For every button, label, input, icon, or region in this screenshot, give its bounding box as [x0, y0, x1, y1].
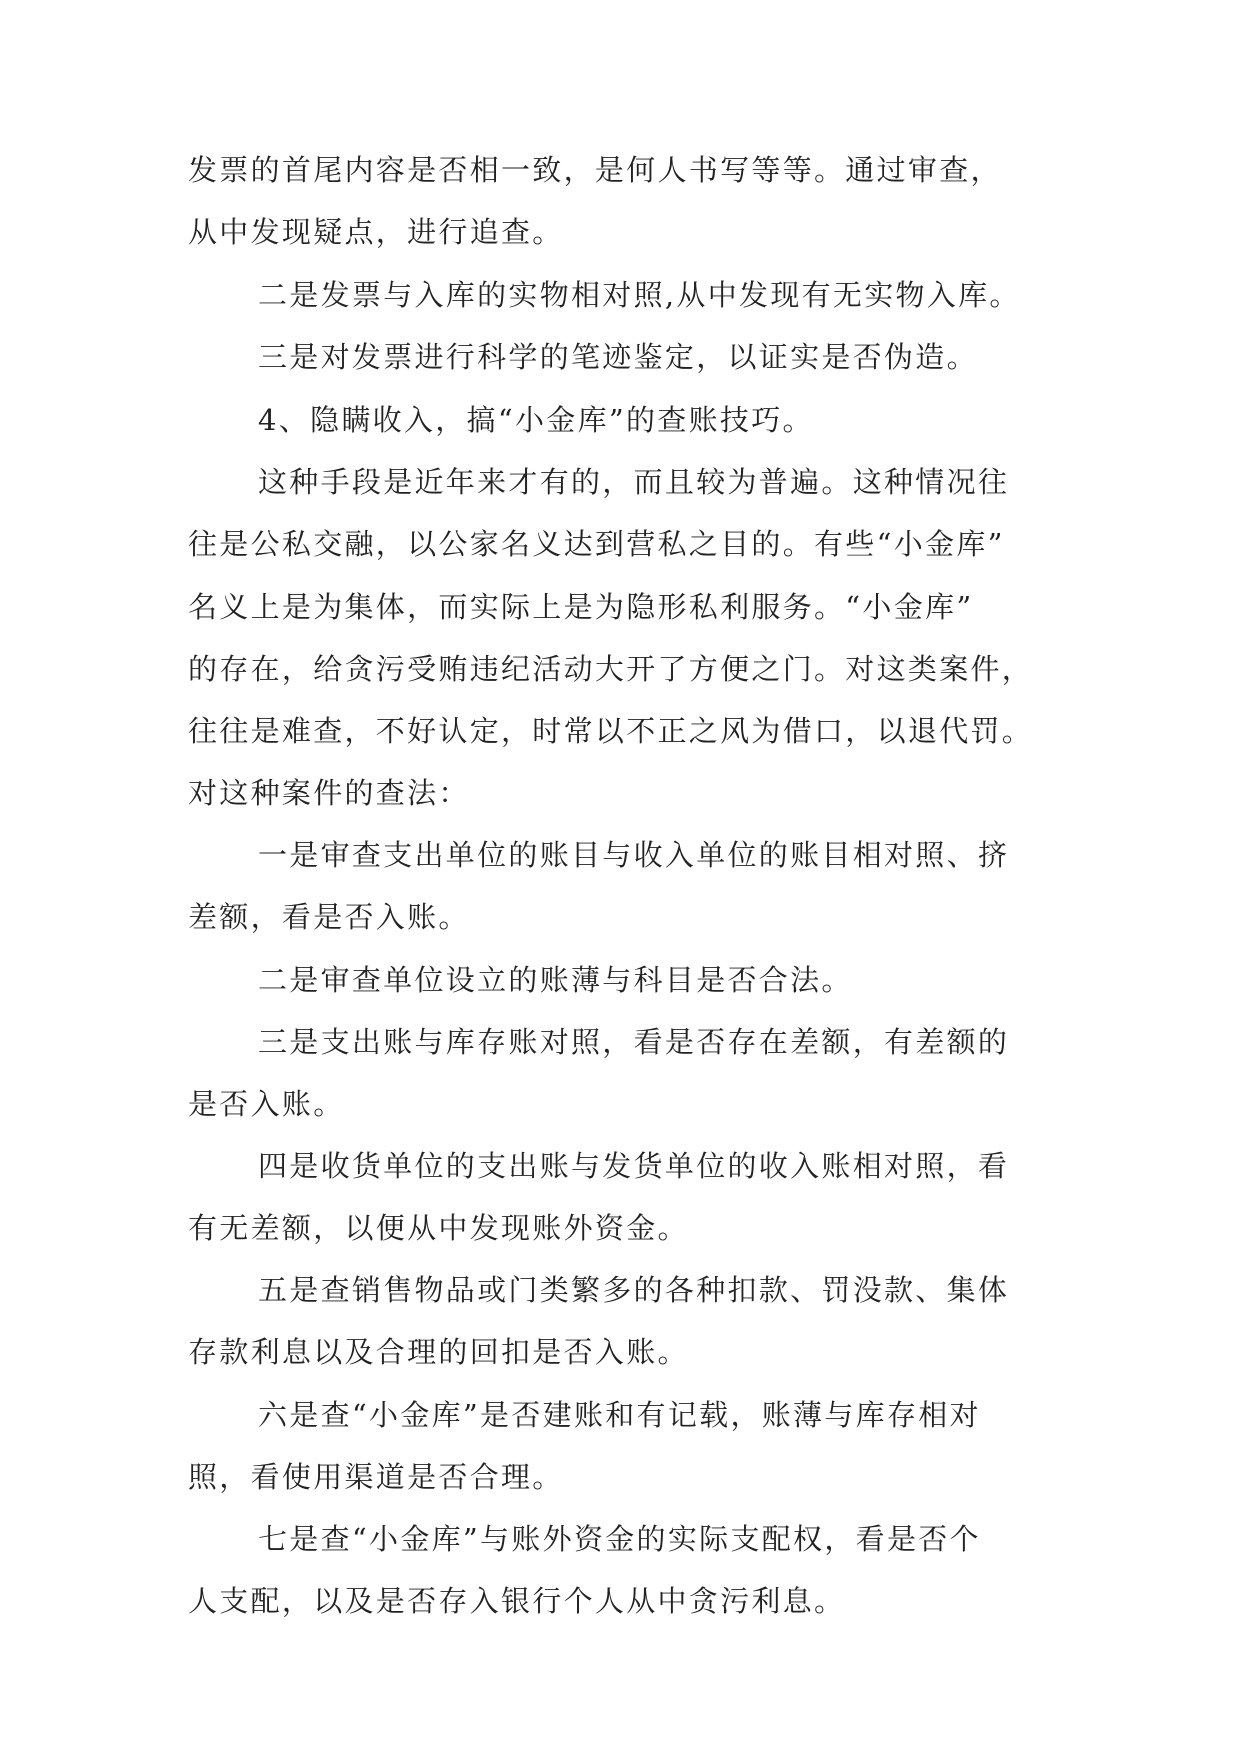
text-line: 一是审查支出单位的账目与收入单位的账目相对照、挤	[258, 838, 1010, 872]
text-line: 的存在，给贪污受贿违纪活动大开了方便之门。对这类案件，	[188, 652, 1034, 686]
text-line: 往是公私交融，以公家名义达到营私之目的。有些“小金库”	[188, 527, 1005, 561]
text-line: 对这种案件的查法：	[188, 776, 470, 810]
text-line: 有无差额，以便从中发现账外资金。	[188, 1211, 689, 1245]
text-line: 七是查“小金库”与账外资金的实际支配权，看是否个	[258, 1522, 981, 1556]
text-line: 五是查销售物品或门类繁多的各种扣款、罚没款、集体	[258, 1273, 1010, 1307]
text-line: 二是发票与入库的实物相对照,从中发现有无实物入库。	[258, 278, 1021, 312]
text-line: 人支配，以及是否存入银行个人从中贪污利息。	[188, 1584, 846, 1618]
text-line: 从中发现疑点，进行追查。	[188, 215, 564, 249]
text-line: 是否入账。	[188, 1087, 345, 1121]
text-line: 二是审查单位设立的账薄与科目是否合法。	[258, 963, 853, 997]
text-line: 发票的首尾内容是否相一致，是何人书写等等。通过审查，	[188, 153, 1002, 187]
text-line: 差额，看是否入账。	[188, 900, 470, 934]
text-line: 名义上是为集体，而实际上是为隐形私利服务。“小金库”	[188, 590, 974, 624]
text-line: 存款利息以及合理的回扣是否入账。	[188, 1335, 689, 1369]
text-line: 照，看使用渠道是否合理。	[188, 1460, 564, 1494]
section-heading: 4、隐瞒收入，搞“小金库”的查账技巧。	[258, 403, 814, 437]
text-line: 这种手段是近年来才有的，而且较为普遍。这种情况往	[258, 465, 1010, 499]
text-line: 三是支出账与库存账对照，看是否存在差额，有差额的	[258, 1025, 1010, 1059]
text-line: 六是查“小金库”是否建账和有记载，账薄与库存相对	[258, 1398, 981, 1432]
text-line: 三是对发票进行科学的笔迹鉴定，以证实是否伪造。	[258, 340, 978, 374]
text-line: 四是收货单位的支出账与发货单位的收入账相对照，看	[258, 1149, 1010, 1183]
text-line: 往往是难查，不好认定，时常以不正之风为借口，以退代罚。	[188, 714, 1034, 748]
